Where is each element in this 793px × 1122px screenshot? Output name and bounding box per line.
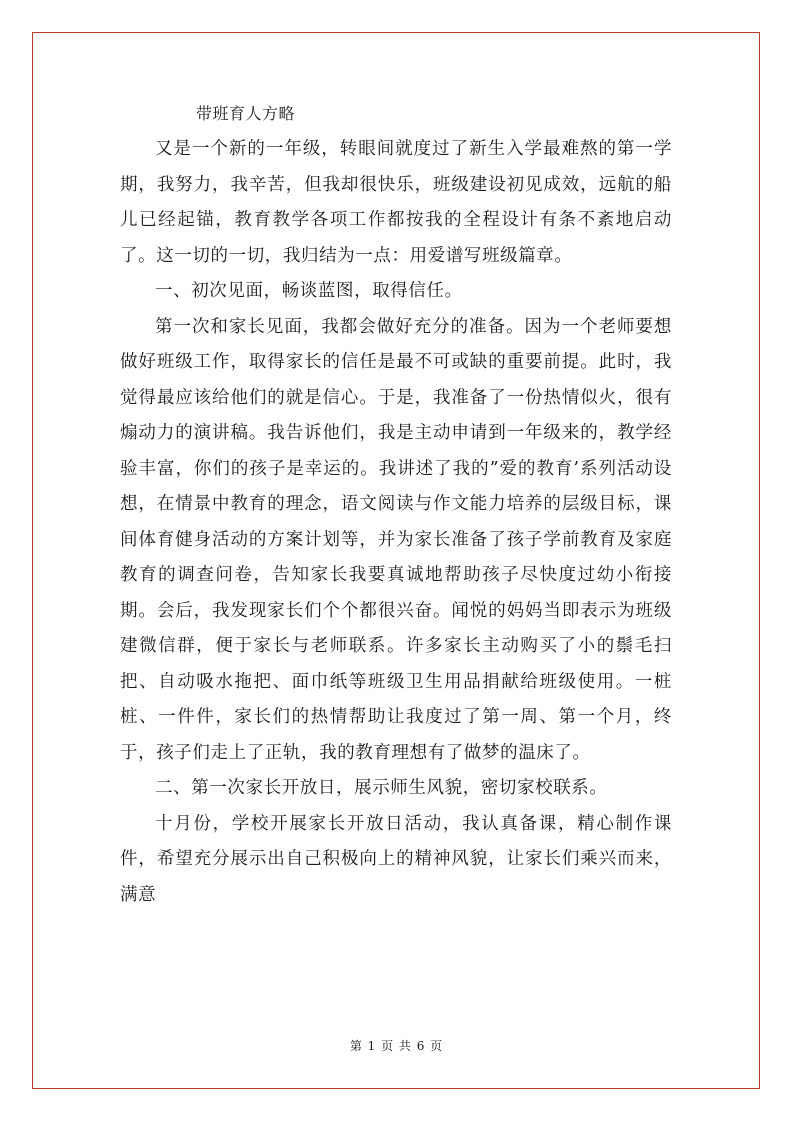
section-heading-1: 一、初次见面，畅谈蓝图，取得信任。 [155,281,463,301]
document-body [120,96,672,913]
paragraph-intro: 又是一个新的一年级，转眼间就度过了新生入学最难熬的第一学期，我努力，我辛苦，但我却很快乐，班级建设初见成效，远航的船儿已经起锚，教育教学各项工作都按我的全程设计有条不紊地启动了。这一切的一切，我归结为一点：用爱谱写班级篇章。 [120,139,672,266]
section-heading-2: 二、第一次家长开放日，展示师生风貌，密切家校联系。 [155,778,608,798]
page-number-footer: 第 1 页 共 6 页 [349,1039,444,1053]
paragraph-section-1: 第一次和家长见面，我都会做好充分的准备。因为一个老师要想做好班级工作，取得家长的信任是最不可或缺的重要前提。此时，我觉得最应该给他们的就是信心。于是，我准备了一份热情似火，很有煽动力的演讲稿。我告诉他们，我是主动申请到一年级来的，教学经验丰富，你们的孩子是幸运的。我讲述了我的”爱的教育’系列活动设想，在情景中教育的理念，语文阅读与作文能力培养的层级目标，课间体育健身活动的方案计划等，并为家长准备了孩子学前教育及家庭教育的调查问卷，告知家长我要真诚地帮助孩子尽快度过幼小衔接期。会后，我发现家长们个个都很兴奋。闻悦的妈妈当即表示为班级建微信群，便于家长与老师联系。许多家长主动购买了小的鬃毛扫把、自动吸水拖把、面巾纸等班级卫生用品捐献给班级使用。一桩桩、一件件，家长们的热情帮助让我度过了第一周、第一个月，终于，孩子们走上了正轨，我的教育理想有了做梦的温床了。 [120,316,672,763]
document-title: 带班育人方略 [196,104,296,123]
paragraph-section-2: 十月份，学校开展家长开放日活动，我认真备课，精心制作课件，希望充分展示出自己积极向上的精神风貌，让家长们乘兴而来，满意 [120,813,672,905]
